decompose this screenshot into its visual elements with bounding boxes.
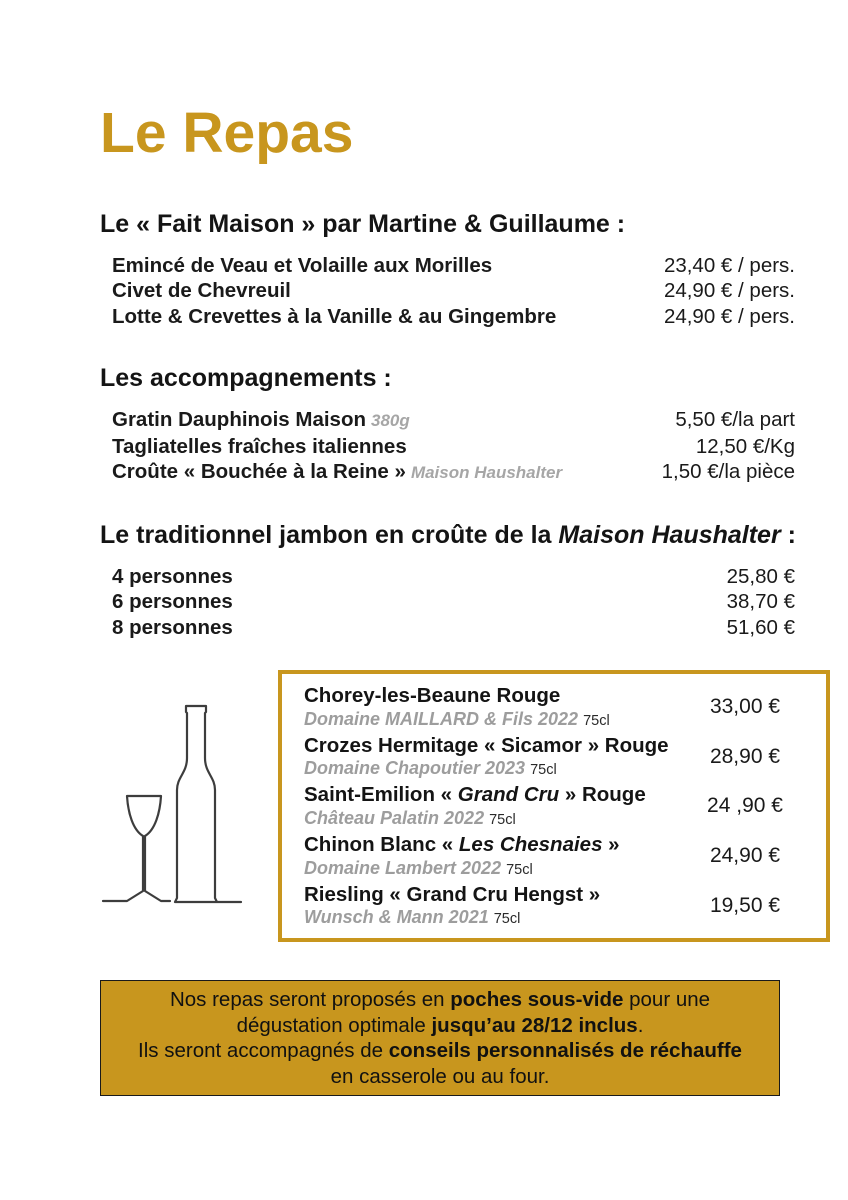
wine-producer-text: Domaine Chapoutier 2023 [304, 758, 526, 779]
wine-producer [304, 907, 672, 928]
wine-volume: 75cl [583, 712, 610, 729]
wine-producer-text: Wunsch & Mann 2021 [304, 907, 489, 928]
wine-name [304, 833, 672, 858]
notice-bold-text: poches sous-vide [450, 988, 624, 1012]
wine-price: 24,90 € [709, 843, 781, 867]
menu-item-label [112, 589, 233, 615]
heading-italic-text: Maison Haushalter [558, 520, 781, 549]
wine-price: 24 ,90 € [707, 794, 783, 818]
wine-name [304, 783, 672, 808]
page-title: Le Repas [100, 101, 354, 165]
wine-item-info [304, 684, 672, 730]
wine-list-box [278, 670, 830, 942]
wine-name [304, 883, 672, 908]
jambon-list [112, 564, 795, 641]
wine-producer [304, 758, 672, 779]
notice-bold-text: conseils personnalisés de réchauffe [388, 1039, 742, 1063]
menu-item-row [112, 615, 795, 641]
wine-volume: 75cl [506, 861, 533, 878]
menu-item-price: 38,70 € [726, 590, 795, 614]
wine-price: 28,90 € [709, 744, 781, 768]
wine-producer-text: Domaine Lambert 2022 [304, 857, 502, 878]
menu-item-label [112, 278, 291, 304]
menu-item-row [112, 253, 795, 279]
notice-sentence-1 [125, 987, 755, 1038]
section-heading-fait-maison: Le « Fait Maison » par Martine & Guillaume : [100, 209, 626, 238]
wine-name [304, 684, 672, 709]
section-heading-accompagnements: Les accompagnements : [100, 364, 392, 393]
wine-volume: 75cl [493, 911, 521, 928]
menu-item-note: Maison Haushalter [410, 463, 563, 483]
menu-item-row [112, 434, 795, 460]
wine-price: 19,50 € [709, 893, 781, 917]
wine-name-text: Chorey-les-Beaune Rouge [304, 684, 561, 708]
menu-item-label [112, 304, 556, 330]
wine-name-italic: Les Chesnaies [458, 833, 603, 856]
wine-producer [304, 858, 672, 879]
wine-producer-text: Domaine MAILLARD & Fils 2022 [304, 708, 579, 729]
menu-item-label [112, 564, 233, 590]
menu-item-note: 380g [371, 411, 410, 431]
heading-text: Le traditionnel jambon en croûte de la [100, 520, 559, 549]
wine-item-info [304, 783, 672, 829]
menu-item-name: Croûte « Bouchée à la Reine » [112, 460, 406, 484]
menu-item-price: 25,80 € [726, 564, 795, 588]
menu-item-row [112, 589, 795, 615]
menu-item-price: 12,50 €/Kg [695, 434, 795, 458]
menu-item-label [112, 434, 407, 460]
menu-item-label [112, 459, 562, 486]
wine-item-row [304, 833, 818, 879]
wine-producer [304, 808, 672, 829]
menu-item-label [112, 253, 492, 279]
wine-name-text: Crozes Hermitage « Sicamor » Rouge [304, 733, 669, 757]
wine-item-row [304, 883, 818, 929]
menu-item-price: 1,50 €/la pièce [661, 460, 795, 484]
menu-item-name: Tagliatelles fraîches italiennes [112, 434, 407, 458]
notice-text: Nos repas seront proposés en [169, 988, 451, 1012]
menu-item-price: 24,90 € / pers. [663, 304, 795, 328]
notice-bold-text: jusqu’au 28/12 inclus [431, 1013, 638, 1037]
menu-item-name: 4 personnes [112, 564, 233, 588]
menu-item-name: 6 personnes [112, 590, 233, 614]
fait-maison-list [112, 253, 795, 330]
menu-item-price: 24,90 € / pers. [663, 279, 795, 303]
menu-item-row [112, 407, 795, 434]
menu-item-price: 23,40 € / pers. [663, 253, 795, 277]
heading-text: : [780, 520, 796, 549]
menu-item-name: 8 personnes [112, 615, 233, 639]
notice-sentence-2 [125, 1038, 755, 1089]
wine-name-text: Saint-Emilion « [304, 783, 458, 807]
wine-item-info [304, 833, 672, 879]
wine-name [304, 734, 672, 759]
wine-producer [304, 709, 672, 730]
menu-item-name: Emincé de Veau et Volaille aux Morilles [112, 253, 493, 277]
menu-item-row [112, 304, 795, 330]
notice-text: . [637, 1013, 644, 1037]
menu-item-row [112, 459, 795, 486]
wine-name-text: Chinon Blanc « [304, 833, 459, 856]
notice-box [100, 980, 780, 1096]
menu-item-name: Civet de Chevreuil [112, 279, 291, 303]
section-heading-jambon [100, 521, 848, 550]
notice-text: Ils seront accompagnés de [138, 1039, 389, 1063]
notice-text: en casserole ou au four. [330, 1064, 550, 1088]
wine-bottle-glass-icon [100, 700, 250, 910]
menu-item-name: Gratin Dauphinois Maison [112, 408, 366, 432]
menu-item-row [112, 278, 795, 304]
wine-name-italic: Grand Cru [457, 783, 560, 807]
menu-item-label [112, 407, 410, 434]
wine-volume: 75cl [530, 762, 557, 779]
menu-item-price: 5,50 €/la part [675, 408, 795, 432]
accompagnements-list [112, 407, 795, 486]
menu-item-price: 51,60 € [726, 615, 795, 639]
wine-name-text: » Rouge [559, 783, 646, 807]
wine-item-row [304, 684, 818, 730]
wine-name-text: » [602, 833, 620, 856]
wine-item-info [304, 883, 672, 929]
wine-area [100, 670, 848, 942]
wine-price: 33,00 € [709, 695, 781, 719]
wine-item-row [304, 734, 818, 780]
menu-item-row [112, 564, 795, 590]
menu-item-name: Lotte & Crevettes à la Vanille & au Gingembre [112, 304, 557, 328]
menu-item-label [112, 615, 233, 641]
wine-producer-text: Château Palatin 2022 [304, 808, 485, 828]
wine-volume: 75cl [489, 812, 516, 828]
wine-name-text: Riesling « Grand Cru Hengst » [304, 882, 601, 906]
notice-text: pour une dégustation optimale [236, 988, 711, 1037]
wine-item-row [304, 783, 818, 829]
wine-item-info [304, 734, 672, 780]
